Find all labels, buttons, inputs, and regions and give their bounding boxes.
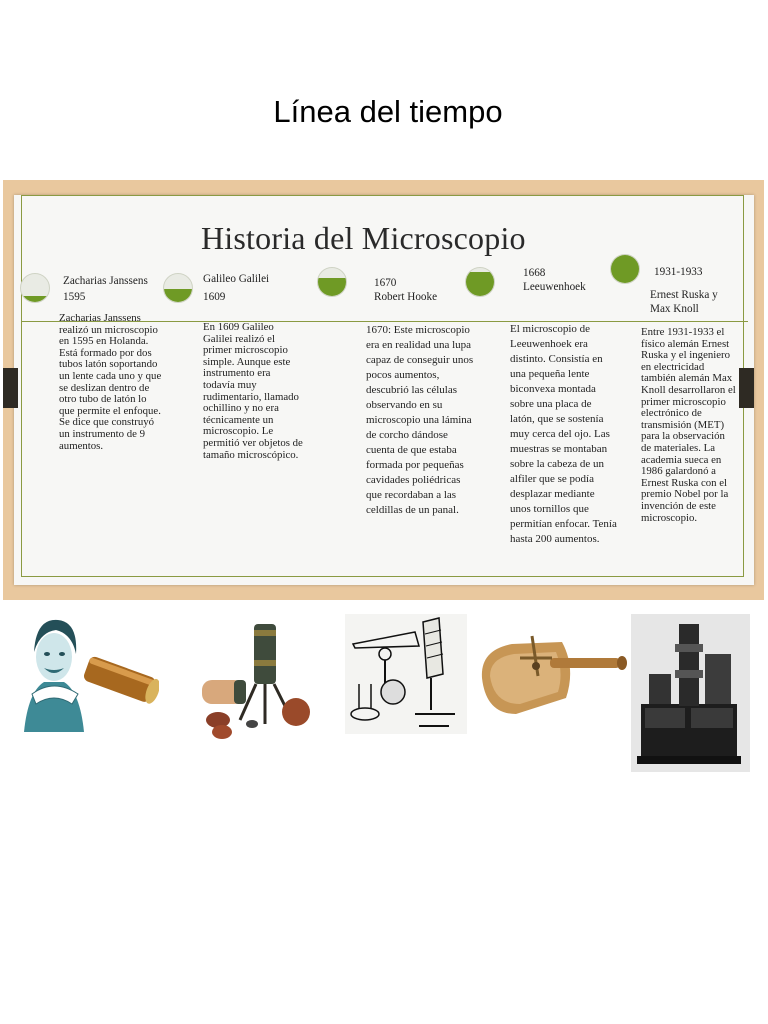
- event-year-2: 1609: [203, 291, 226, 303]
- progress-fill-5: [611, 255, 639, 283]
- progress-fill-4: [466, 272, 494, 296]
- hooke-microscope-image: [345, 614, 467, 734]
- slide-title: Historia del Microscopio: [201, 220, 526, 256]
- event-name-4: Leeuwenhoek: [523, 281, 586, 293]
- event-year-3: 1670: [374, 277, 397, 289]
- event-name-3: Robert Hooke: [374, 291, 438, 303]
- event-name-5a: Ernest Ruska y: [650, 289, 718, 301]
- progress-fill-3: [318, 278, 346, 296]
- event-year-5: 1931-1933: [654, 266, 703, 278]
- event-name-2: Galileo Galilei: [203, 273, 270, 285]
- progress-circle-4: [465, 267, 495, 297]
- event-year-1: 1595: [63, 291, 86, 303]
- progress-circle-1: [20, 273, 50, 303]
- event-desc-1: Zacharias Janssens realizó un microscopio en 1595 en Holanda. Está formado por dos tubos latón soportando un lente cada uno y que se deslizan dentro de otro tubo de latón lo que permite el enfoque. Se dice que construyó un instrumento de 9 aumentos.: [59, 312, 162, 452]
- event-name-1: Zacharias Janssens: [63, 275, 148, 287]
- progress-circle-2: [163, 273, 193, 303]
- electron-microscope-image: [631, 614, 750, 772]
- right-tab: [739, 368, 754, 408]
- janssens-portrait-image: [14, 612, 159, 737]
- page-title: Línea del tiempo: [273, 94, 503, 129]
- progress-circle-3: [317, 267, 347, 297]
- leeuwenhoek-microscope-image: [476, 628, 628, 722]
- progress-fill-1: [21, 296, 49, 302]
- progress-circle-5: [610, 254, 640, 284]
- event-desc-3: 1670: Este microscopio era en realidad una lupa capaz de conseguir unos pocos aumentos, descubrió las células observando en su microscopio una lámina de corcho dándose cuenta de que estaba formada por pequeñas cavidades poliédricas que recordaban a las celdillas de un panal.: [366, 324, 474, 516]
- event-name-5b: Max Knoll: [650, 303, 699, 315]
- galileo-microscope-image: [196, 620, 314, 742]
- left-tab: [3, 368, 18, 408]
- event-desc-4: El microscopio de Leeuwenhoek era distinto. Consistía en una pequeña lente biconvexa montada sobre una placa de latón, que se sostenía muy cerca del ojo. Las muestras se montaban sobre la cabeza de un alfiler que se podía desplazar mediante unos tornillos que permitían enfocar. Tenía hasta 200 aumentos.: [510, 323, 617, 545]
- event-desc-5: Entre 1931-1933 el físico alemán Ernest Ruska y el ingeniero en electricidad también alemán Max Knoll desarrollaron el primer microscopio electrónico de transmisión (MET) para la observación de materiales. La academia sueca en 1986 galardonó a Ernest Ruska con el premio Nobel por la invención de este microscopio.: [641, 326, 736, 524]
- progress-fill-2: [164, 289, 192, 302]
- event-desc-2: En 1609 Galileo Galilei realizó el primer microscopio simple. Aunque este instrumento era todavía muy rudimentario, llamado ochillino y no era técnicamente un microscopio. Le permitió ver objetos de tamaño microscópico.: [203, 321, 303, 461]
- event-year-4: 1668: [523, 267, 546, 279]
